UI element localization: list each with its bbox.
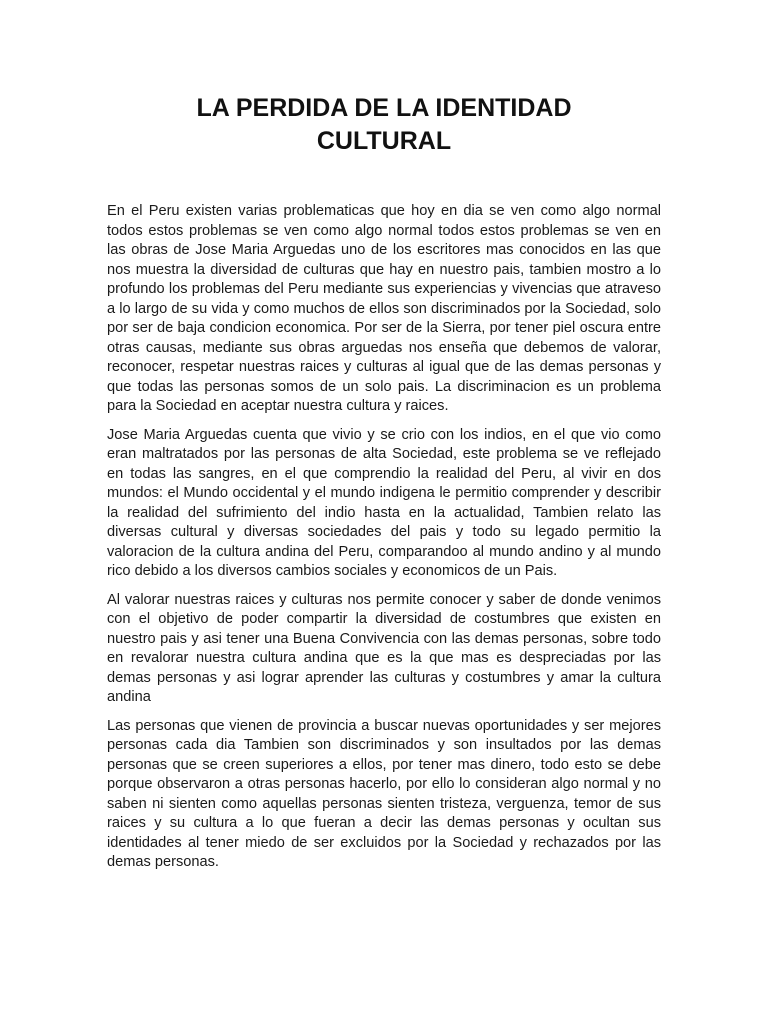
document-title [100, 92, 668, 158]
document-body [107, 202, 661, 882]
paragraph-4: Las personas que vienen de provincia a buscar nuevas oportunidades y ser mejores personas cada dia Tambien son discriminados y son insultados por las demas personas que se creen superiores a ellos, por tener mas dinero, todo esto se debe porque observaron a otras personas hacerlo, por ello lo consideran algo normal y no saben ni sienten como aquellas personas sienten tristeza, verguenza, temor de sus raices y su cultura a lo que fueran a decir las demas personas y ocultan sus identidades al tener miedo de ser excluidos por la Sociedad y rechazados por las demas personas. [107, 717, 661, 870]
title-line-1: LA PERDIDA DE LA IDENTIDAD [196, 94, 572, 122]
title-line-2: CULTURAL [316, 127, 452, 155]
paragraph-2: Jose Maria Arguedas cuenta que vivio y se crio con los indios, en el que vio como eran maltratados por las personas de alta Sociedad, este problema se ve reflejado en todas las sangres, en el que comprendio la realidad del Peru, al vivir en dos mundos: el Mundo occidental y el mundo indigena le permitio comprender y describir la realidad del sufrimiento del indio hasta en la actualidad, Tambien relato las diversas cultural y diversas sociedades del pais y todo su legado permitio la valoracion de la cultura andina del Peru, comparandoo al mundo andino y al mundo rico debido a los diversos cambios sociales y economicos de un Pais. [107, 426, 661, 579]
paragraph-3: Al valorar nuestras raices y culturas nos permite conocer y saber de donde venimos con el objetivo de poder compartir la diversidad de costumbres que existen en nuestro pais y asi tener una Buena Convivencia con las demas personas, sobre todo en revalorar nuestra cultura andina que es la que mas es despreciadas por las demas personas y asi lograr aprender las culturas y costumbres y amar la cultura andina [107, 591, 661, 705]
paragraph-1: En el Peru existen varias problematicas que hoy en dia se ven como algo normal todos estos problemas se ven como algo normal todos estos problemas se ven en las obras de Jose Maria Arguedas uno de los escritores mas conocidos en las que nos muestra la diversidad de culturas que hay en nuestro pais, tambien mostro a lo profundo los problemas del Peru mediante sus experiencias y vivencias que atraveso a lo largo de su vida y como muchos de ellos son discriminados por la Sociedad, solo por ser de baja condicion economica. Por ser de la Sierra, por tener piel oscura entre otras causas, mediante sus obras arguedas nos enseña que debemos de valorar, reconocer, respetar nuestras raices y culturas al igual que de las demas personas y que todas las personas somos de un solo pais. La discriminacion es un problema para la Sociedad en aceptar nuestra cultura y raices. [107, 203, 661, 414]
